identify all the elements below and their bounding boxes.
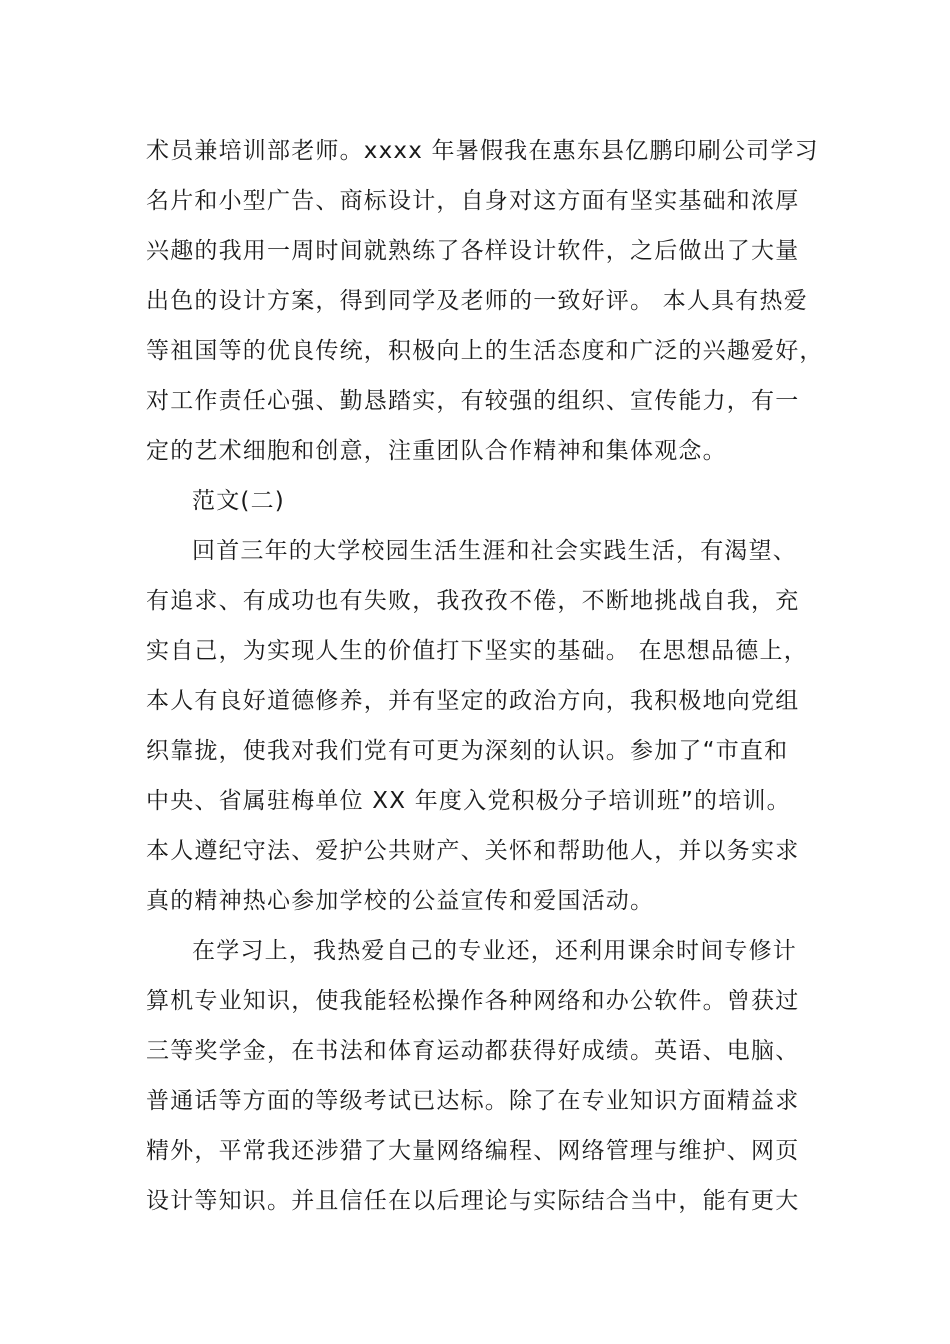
text-line: 中央、省属驻梅单位 XX 年度入党积极分子培训班”的培训。: [146, 788, 791, 814]
text-line: 本人有良好道德修养，并有坚定的政治方向，我积极地向党组: [146, 688, 800, 714]
text-line: 术员兼培训部老师。xxxx 年暑假我在惠东县亿鹏印刷公司学习: [146, 138, 819, 164]
text-line: 织靠拢，使我对我们党有可更为深刻的认识。参加了“市直和: [146, 738, 789, 764]
text-line: 算机专业知识，使我能轻松操作各种网络和办公软件。曾获过: [146, 988, 800, 1014]
text-line: 有追求、有成功也有失败，我孜孜不倦，不断地挑战自我，充: [146, 588, 800, 614]
text-line: 设计等知识。并且信任在以后理论与实际结合当中，能有更大: [146, 1188, 800, 1214]
section-heading: 范文(二): [192, 488, 285, 514]
text-line: 等祖国等的优良传统，积极向上的生活态度和广泛的兴趣爱好，: [146, 338, 824, 364]
text-line: 三等奖学金，在书法和体育运动都获得好成绩。英语、电脑、: [146, 1038, 800, 1064]
text-line: 兴趣的我用一周时间就熟练了各样设计软件，之后做出了大量: [146, 238, 800, 264]
text-line: 真的精神热心参加学校的公益宣传和爱国活动。: [146, 888, 655, 914]
text-line: 对工作责任心强、勤恳踏实，有较强的组织、宣传能力，有一: [146, 388, 800, 414]
text-line: 普通话等方面的等级考试已达标。除了在专业知识方面精益求: [146, 1088, 800, 1114]
text-line: 实自己，为实现人生的价值打下坚实的基础。 在思想品德上，: [146, 638, 808, 664]
text-line: 在学习上，我热爱自己的专业还，还利用课余时间专修计: [192, 938, 797, 964]
text-line: 精外，平常我还涉猎了大量网络编程、网络管理与维护、网页: [146, 1138, 800, 1164]
text-line: 回首三年的大学校园生活生涯和社会实践生活，有渴望、: [192, 538, 797, 564]
text-line: 出色的设计方案，得到同学及老师的一致好评。 本人具有热爱: [146, 288, 808, 314]
text-line: 本人遵纪守法、爱护公共财产、关怀和帮助他人，并以务实求: [146, 838, 800, 864]
text-line: 定的艺术细胞和创意，注重团队合作精神和集体观念。: [146, 438, 727, 464]
text-line: 名片和小型广告、商标设计，自身对这方面有坚实基础和浓厚: [146, 188, 800, 214]
